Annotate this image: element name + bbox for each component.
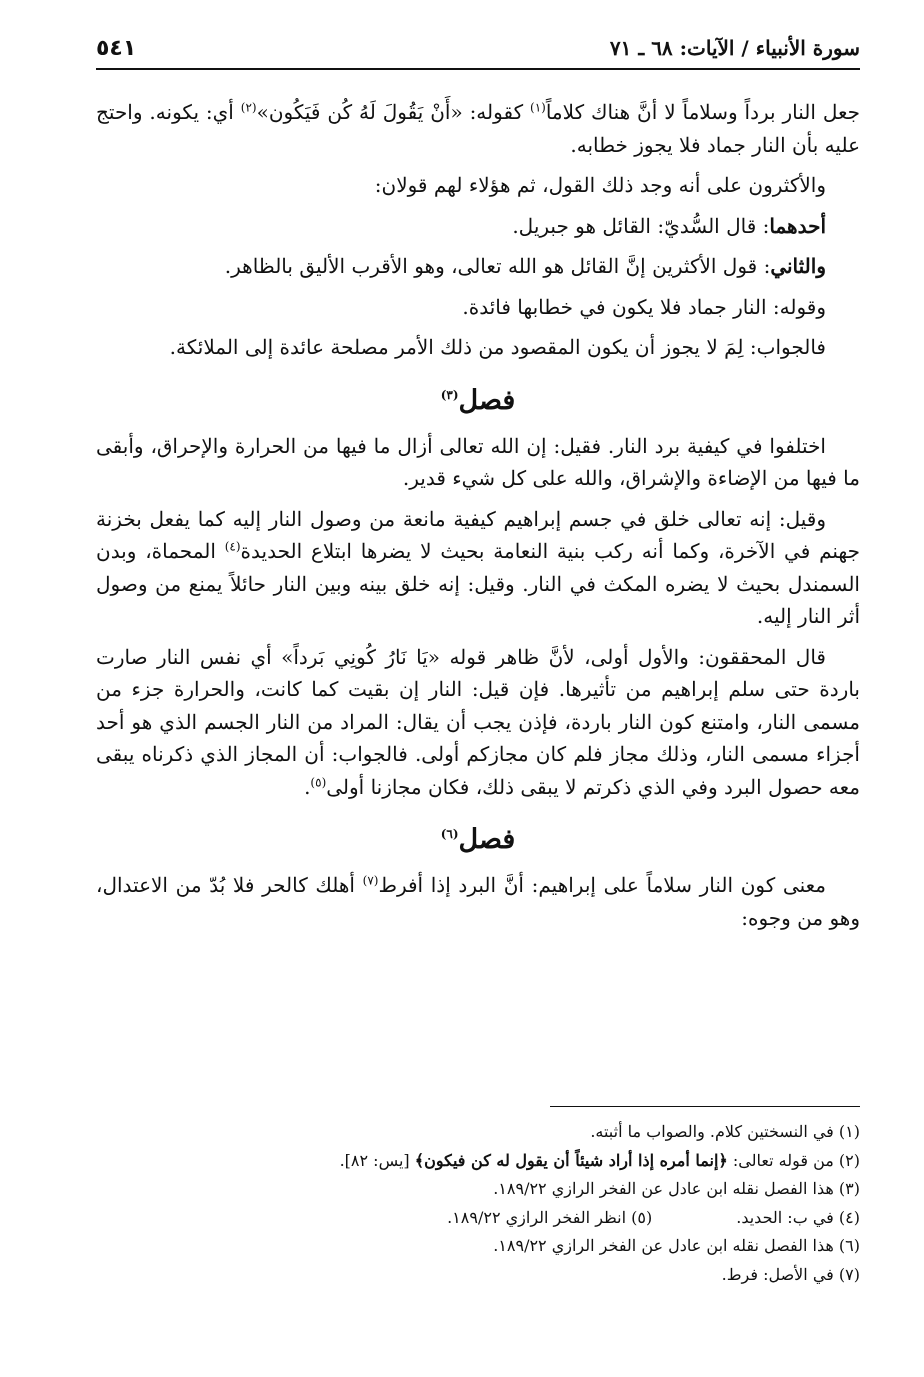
footnote-ref-3: (٣): [440, 387, 459, 402]
page-number: ٥٤١: [96, 35, 137, 61]
p9-text-a: قال المحققون: والأول أولى، لأنَّ ظاهر قوله «يَا نَارُ كُونِي بَرداً» أي نفس النار صارت باردة حتى سلم إبراهيم من تأثيرها. فإن قيل: النار إن بقيت كما كانت، والحرارة جزء من مسمى النار، وامتنع كون النار باردة، فإذن يجب أن يقال: المراد من النار الجسم الذي هو أحد أجزاء مسمى النار، وذلك مجاز فلم كان مجازكم أولى. فالجواب: أن المجاز الذي ذكرناه يبقى معه حصول البرد وفي الذي ذكرتم لا يبقى ذلك، فكان مجازنا أولى: [96, 644, 860, 799]
p7-text: اختلفوا في كيفية برد النار. فقيل: إن الله تعالى أزال ما فيها من الحرارة والإحراق، وأبقى ما فيها من الإضاءة والإشراق، والله على كل شيء قدير.: [96, 433, 860, 490]
p5-text: وقوله: النار جماد فلا يكون في خطابها فائدة.: [462, 294, 826, 319]
p10-text-a: معنى كون النار سلاماً على إبراهيم: أنَّ البرد إذا أفرط: [378, 873, 826, 897]
footnote-4: (٤) في ب: الحديد.: [736, 1207, 860, 1227]
section-heading-1: [96, 382, 860, 420]
footnote-1: (١) في النسختين كلام. والصواب ما أثبته.: [590, 1122, 860, 1141]
footnote-ref-1: (١): [530, 100, 546, 115]
footnote-ref-4: (٤): [224, 539, 241, 554]
paragraph-6: [96, 331, 860, 364]
footnotes: [96, 1118, 860, 1289]
paragraph-4: [96, 250, 860, 283]
paragraph-5: [96, 291, 860, 324]
p3-text: : قال السُّديّ: القائل هو جبريل.: [512, 213, 770, 238]
footnote-3: (٣) هذا الفصل نقله ابن عادل عن الفخر الرازي ١٨٩/٢٢.: [493, 1179, 860, 1198]
p10-text-b: أهلك كالحر فلا بُدّ من الاعتدال، وهو من وجوه:: [96, 873, 860, 930]
section-2-title: فصل: [458, 824, 516, 855]
footnote-ref-2: (٢): [240, 100, 257, 115]
p4-text: : قول الأكثرين إنَّ القائل هو الله تعالى، وهو الأقرب الأليق بالظاهر.: [224, 254, 771, 278]
p9-text-b: .: [304, 774, 311, 799]
paragraph-10: [96, 869, 860, 934]
p8-text-a: وقيل: إنه تعالى خلق في جسم إبراهيم كيفية مانعة من وصول النار إليه كما يفعل بخزنة جهنم في الآخرة، وكما أنه ركب بنية النعامة بحيث لا يضرها ابتلاع الحديدة: [96, 506, 861, 563]
footnote-2-ref: [يس: ٨٢].: [339, 1150, 415, 1170]
footnote-2-verse: ﴿إنما أمره إذا أراد شيئاً أن يقول له كن فيكون﴾: [414, 1150, 728, 1170]
paragraph-8: [96, 503, 860, 633]
p1-text-c: أي: يكونه. واحتج عليه بأن النار جماد فلا يجوز خطابه.: [96, 100, 860, 157]
paragraph-7: [96, 430, 860, 495]
footnote-5: (٥) انظر الفخر الرازي ١٨٩/٢٢.: [447, 1207, 653, 1227]
paragraph-2: [96, 169, 860, 202]
paragraph-3: [96, 210, 860, 243]
running-head: سورة الأنبياء / الآيات: ٦٨ ـ ٧١: [609, 36, 860, 60]
p1-text-a: جعل النار برداً وسلاماً لا أنَّ هناك كلاماً: [545, 100, 861, 124]
p8-text-b: المحماة، وبدن السمندل بحيث لا يضره المكث في النار. وقيل: إنه خلق بينه وبين النار حائلاً يمنع من وصول أثر النار إليه.: [96, 539, 860, 628]
main-text: [96, 96, 860, 942]
footnote-2: [96, 1147, 860, 1176]
footnote-ref-5: (٥): [310, 774, 327, 789]
p1-text-b: كقوله: «أَنْ يَقُولَ لَهُ كُن فَيَكُون»: [256, 100, 530, 124]
footnote-divider: [550, 1106, 860, 1107]
page-header: [96, 28, 860, 70]
footnote-6: (٦) هذا الفصل نقله ابن عادل عن الفخر الرازي ١٨٩/٢٢.: [493, 1236, 860, 1255]
paragraph-1: [96, 96, 860, 161]
footnote-ref-6: (٦): [440, 827, 459, 841]
footnote-row-4-5: [96, 1204, 860, 1233]
paragraph-9: [96, 641, 860, 804]
footnote-7: (٧) في الأصل: فرط.: [721, 1264, 860, 1284]
second-opinion-label: والثاني: [770, 254, 826, 278]
p6-text: فالجواب: لِمَ لا يجوز أن يكون المقصود من ذلك الأمر مصلحة عائدة إلى الملائكة.: [169, 335, 826, 359]
p2-text: والأكثرون على أنه وجد ذلك القول، ثم هؤلاء لهم قولان:: [374, 173, 826, 197]
section-heading-2: [96, 821, 860, 859]
first-opinion-label: أحدهما: [769, 213, 826, 238]
footnote-2-lead: (٢) من قوله تعالى:: [727, 1150, 860, 1170]
section-1-title: فصل: [458, 384, 516, 416]
footnote-ref-7: (٧): [362, 873, 379, 888]
